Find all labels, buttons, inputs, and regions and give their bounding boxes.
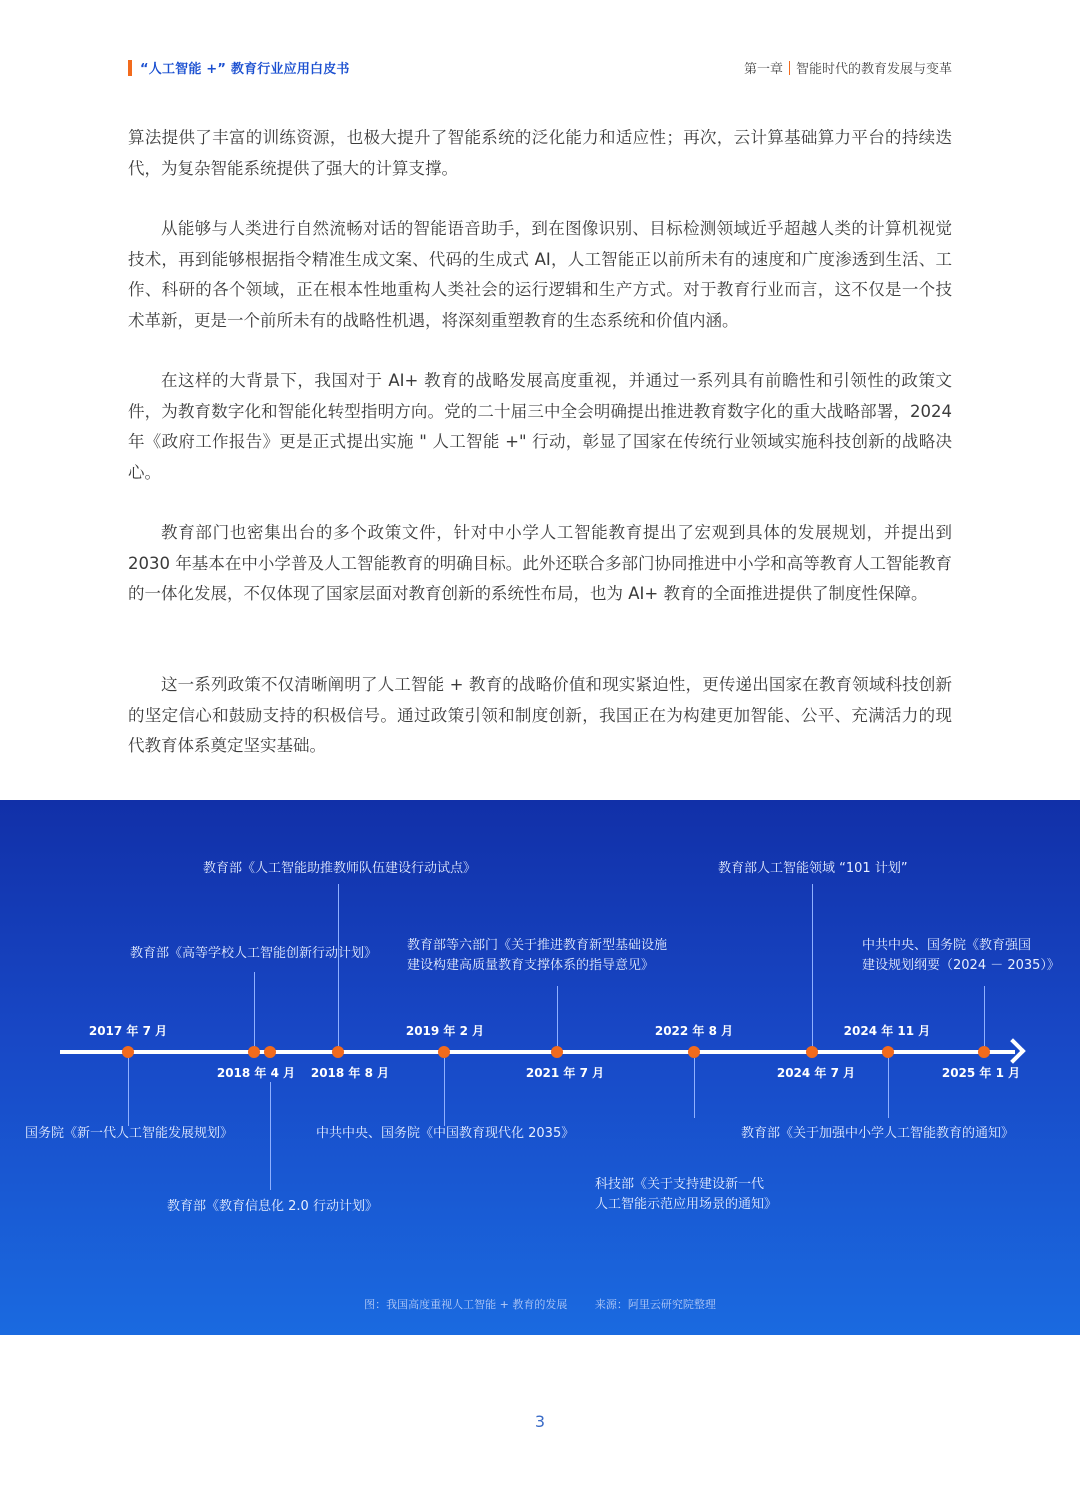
timeline-event-label: 建设规划纲要（2024 － 2035）》: [862, 958, 1060, 973]
timeline-date: 2019 年 2 月: [405, 1024, 485, 1038]
timeline-date: 2017 年 7 月: [88, 1024, 168, 1038]
connector-line: [444, 1058, 445, 1126]
connector-line: [694, 1058, 695, 1118]
timeline-event-label: 中共中央、国务院《教育强国: [862, 938, 1032, 953]
chapter-title: 智能时代的教育发展与变革: [795, 62, 952, 77]
timeline-axis: [60, 1050, 1015, 1054]
timeline-event-label: 教育部等六部门《关于推进教育新型基础设施: [407, 938, 668, 953]
accent-bar-icon: [128, 60, 132, 76]
timeline-dot-icon: [978, 1046, 990, 1058]
timeline-dot-icon: [688, 1046, 700, 1058]
connector-line: [254, 972, 255, 1048]
timeline-event-label: 中共中央、国务院《中国教育现代化 2035》: [316, 1126, 575, 1141]
timeline-event-label: 教育部《教育信息化 2.0 行动计划》: [167, 1199, 378, 1214]
timeline-dot-icon: [551, 1046, 563, 1058]
page-header: [128, 58, 952, 80]
timeline-event-label: 教育部《高等学校人工智能创新行动计划》: [130, 946, 378, 961]
timeline-date: 2018 年 4 月: [216, 1066, 296, 1080]
paragraph-5: 这一系列政策不仅清晰阐明了人工智能 + 教育的战略价值和现实紧迫性，更传递出国家在教育领域科技创新的坚定信心和鼓励支持的积极信号。通过政策引领和制度创新，我国正在为构建更加智能、公平、充满活力的现代教育体系奠定坚实基础。: [128, 675, 952, 755]
document-title: “人工智能 +” 教育行业应用白皮书: [140, 62, 350, 77]
paragraph-1: 算法提供了丰富的训练资源，也极大提升了智能系统的泛化能力和适应性；再次，云计算基础算力平台的持续迭代，为复杂智能系统提供了强大的计算支撑。: [128, 128, 952, 178]
connector-line: [812, 884, 813, 1048]
page-number: 3: [534, 1412, 546, 1431]
connector-line: [128, 1058, 129, 1126]
timeline-dot-icon: [248, 1046, 260, 1058]
paragraph-4: 教育部门也密集出台的多个政策文件，针对中小学人工智能教育提出了宏观到具体的发展规划，并提出到 2030 年基本在中小学普及人工智能教育的明确目标。此外还联合多部门协同推进中小学和高等教育人工智能教育的一体化发展，不仅体现了国家层面对教育创新的系统性布局，也为 AI+ 教育的全面推进提供了制度性保障。: [128, 523, 952, 603]
timeline-event-label: 教育部《关于加强中小学人工智能教育的通知》: [741, 1126, 1015, 1141]
policy-timeline-figure: [0, 800, 1080, 1335]
connector-line: [338, 884, 339, 1048]
timeline-dot-icon: [882, 1046, 894, 1058]
caption-source: 来源：阿里云研究院整理: [594, 1298, 716, 1311]
timeline-event-label: 建设构建高质量教育支撑体系的指导意见》: [407, 958, 655, 973]
timeline-event-label: 教育部人工智能领域 “101 计划”: [718, 861, 908, 876]
caption-text: 图：我国高度重视人工智能 + 教育的发展: [364, 1298, 568, 1311]
timeline-dot-icon: [332, 1046, 344, 1058]
connector-line: [888, 1058, 889, 1118]
arrow-right-icon: [1000, 1038, 1025, 1063]
paragraph-2: 从能够与人类进行自然流畅对话的智能语音助手，到在图像识别、目标检测领域近乎超越人类的计算机视觉技术，再到能够根据指令精准生成文案、代码的生成式 AI，人工智能正以前所未有的速度和广度渗透到生活、工作、科研的各个领域，正在根本性地重构人类社会的运行逻辑和生产方式。对于教育行业而言，这不仅是一个技术革新，更是一个前所未有的战略性机遇，将深刻重塑教育的生态系统和价值内涵。: [128, 219, 952, 330]
paragraph-3: 在这样的大背景下，我国对于 AI+ 教育的战略发展高度重视，并通过一系列具有前瞻性和引领性的政策文件，为教育数字化和智能化转型指明方向。党的二十届三中全会明确提出推进教育数字化的重大战略部署，2024 年《政府工作报告》更是正式提出实施 " 人工智能 +" 行动，彰显了国家在传统行业领域实施科技创新的战略决心。: [128, 371, 952, 482]
timeline-event-label: 人工智能示范应用场景的通知》: [595, 1197, 778, 1212]
connector-line: [984, 986, 985, 1048]
timeline-date: 2022 年 8 月: [654, 1024, 734, 1038]
chapter-number: 第一章: [743, 62, 783, 77]
header-left: [128, 58, 350, 77]
chapter-indicator: [744, 58, 952, 77]
figure-caption: [0, 1296, 1080, 1312]
separator: [789, 61, 790, 75]
timeline-date: 2025 年 1 月: [941, 1066, 1021, 1080]
connector-line: [270, 1082, 271, 1190]
timeline-dot-icon: [122, 1046, 134, 1058]
timeline-date: 2018 年 8 月: [310, 1066, 390, 1080]
timeline-dot-icon: [806, 1046, 818, 1058]
timeline-dot-icon: [264, 1046, 276, 1058]
timeline-date: 2021 年 7 月: [525, 1066, 605, 1080]
timeline-event-label: 国务院《新一代人工智能发展规划》: [25, 1126, 234, 1141]
timeline-date: 2024 年 7 月: [776, 1066, 856, 1080]
timeline-dot-icon: [438, 1046, 450, 1058]
connector-line: [557, 986, 558, 1048]
timeline-event-label: 教育部《人工智能助推教师队伍建设行动试点》: [203, 861, 477, 876]
timeline-event-label: 科技部《关于支持建设新一代: [595, 1177, 765, 1192]
timeline-date: 2024 年 11 月: [843, 1024, 931, 1038]
